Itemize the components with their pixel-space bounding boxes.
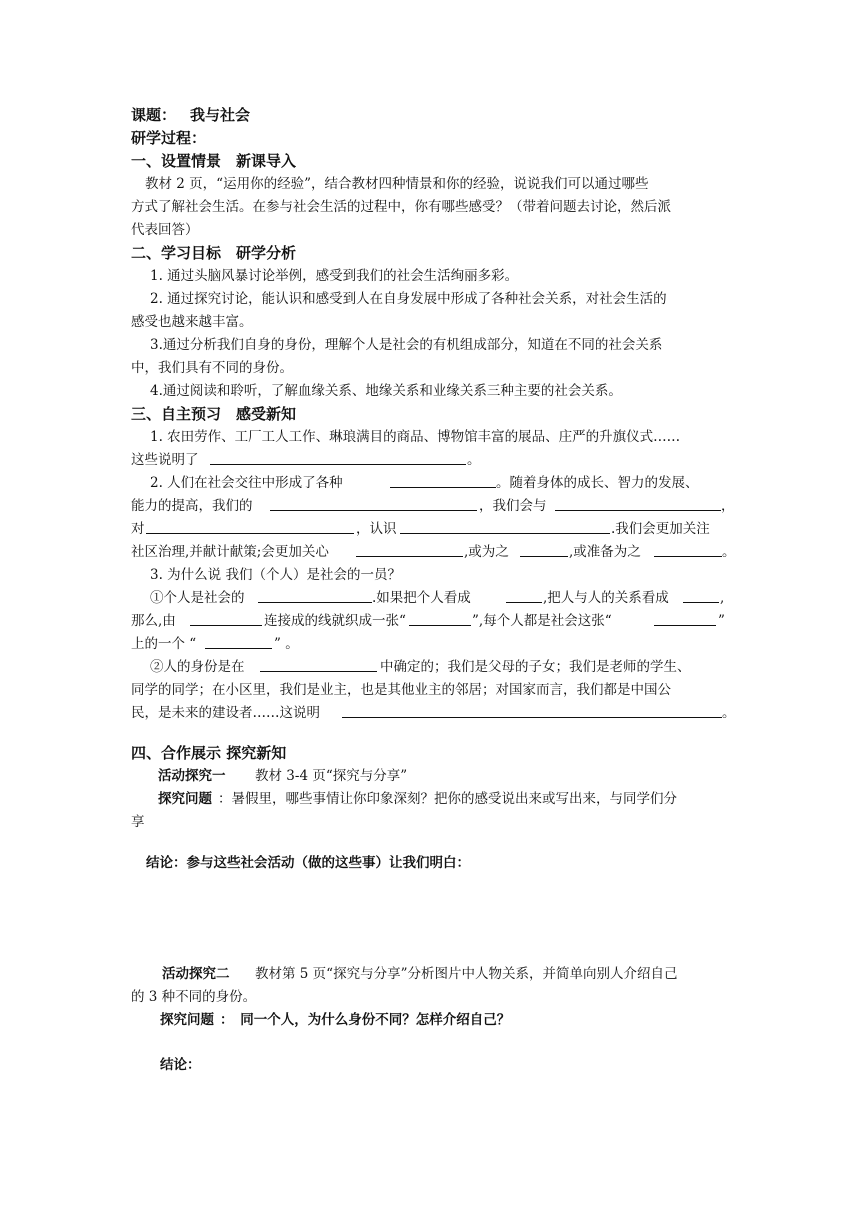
preview-q3ab: .如果把个人看成 [372,590,471,606]
preview-line-7 [0,564,860,586]
activity-1-question-label: 探究问题 [158,791,212,807]
section-1-line [0,150,860,172]
answer-blank[interactable] [390,487,496,488]
answer-blank[interactable] [258,602,372,603]
activity-1-text: 教材 3-4 页“探究与分享” [255,768,408,784]
preview-q2b2: ，我们会与 [479,498,547,514]
period-mark: 。 [467,452,481,468]
preview-q2d3: ,或准备为之 [569,544,641,560]
preview-q2c3: .我们会更加关注 [611,521,710,537]
goal-3b: 中，我们具有不同的身份。 [131,360,293,376]
section-3-line [0,403,860,425]
activity-2-conclusion-line [0,1054,860,1076]
preview-q1a: 1. 农田劳作、工厂工人工作、琳琅满目的商品、博物馆丰富的展品、庄严的升旗仪式…… [150,429,681,445]
preview-line-8 [0,587,860,609]
answer-blank[interactable] [409,625,471,626]
preview-line-12 [0,679,860,701]
topic-title: 我与社会 [190,106,251,124]
preview-line-10 [0,633,860,655]
answer-blank[interactable] [520,556,568,557]
answer-blank[interactable] [342,717,722,718]
goal-2b: 感受也越来越丰富。 [131,314,253,330]
topic-label: 课题： [131,106,177,124]
answer-blank[interactable] [555,510,721,511]
activity-1-question-b: 享 [131,814,145,830]
goal-line-1 [0,265,860,287]
activity-2-question-label: 探究问题 [160,1012,214,1028]
comma-mark: ， [721,498,735,514]
preview-line-13 [0,702,860,724]
section-3-heading: 三、自主预习 感受新知 [131,405,297,423]
preview-q3bb: 连接成的线就织成一张“ [264,613,406,629]
preview-line-2 [0,449,860,471]
answer-blank[interactable] [260,671,377,672]
answer-blank[interactable] [654,625,716,626]
goal-line-5 [0,357,860,379]
activity-2-text-b: 的 3 种不同的身份。 [131,989,257,1005]
preview-q3fb: 。 [722,705,736,721]
activity-2-line [0,963,860,985]
preview-q3ba: 那么,由 [131,613,176,629]
intro-text-2: 方式了解社会生活。在参与社会生活的过程中，你有哪些感受？（带着问题去讨论，然后派 [131,199,671,215]
answer-blank[interactable] [506,602,542,603]
preview-line-6 [0,541,860,563]
intro-line-1 [0,173,860,195]
intro-line-2 [0,196,860,218]
goal-line-2 [0,288,860,310]
activity-1-question-line [0,788,860,810]
answer-blank[interactable] [205,648,272,649]
intro-text-1: 教材 2 页，“运用你的经验”，结合教材四种情景和你的经验，说说我们可以通过哪些 [145,176,649,192]
preview-line-1 [0,426,860,448]
preview-q2d4: 。 [722,544,736,560]
preview-q3aa: ①个人是社会的 [150,590,245,606]
preview-q2d1: 社区治理,并献计献策;会更加关心 [131,544,329,560]
answer-blank[interactable] [400,533,610,534]
process-heading: 研学过程： [131,129,207,147]
preview-q2c1: 对 [131,521,145,537]
preview-q3fa: 民，是未来的建设者……这说明 [131,705,320,721]
preview-q3ca: 上的一个 “ [131,636,197,652]
preview-q3bc: ”,每个人都是社会这张“ [472,613,612,629]
answer-blank[interactable] [356,556,463,557]
answer-blank[interactable] [270,510,477,511]
goal-3a: 3.通过分析我们自身的身份，理解个人是社会的有机组成部分，知道在不同的社会关系 [150,337,663,353]
section-4-line [0,742,860,764]
goal-line-4 [0,334,860,356]
preview-line-5 [0,518,860,540]
intro-text-3: 代表回答） [131,222,199,238]
preview-q3: 3. 为什么说 我们（个人）是社会的一员？ [150,567,401,583]
activity-1-conclusion-line [0,852,860,874]
section-4-heading: 四、合作展示 探究新知 [131,744,287,762]
section-2-line [0,242,860,264]
goal-1: 1. 通过头脑风暴讨论举例，感受到我们的社会生活绚丽多彩。 [150,268,519,284]
activity-1-question-line-2 [0,811,860,833]
preview-line-3 [0,472,860,494]
preview-q2a1: 2. 人们在社会交往中形成了各种 [150,475,343,491]
activity-2-line-2 [0,986,860,1008]
topic-line [0,104,860,126]
answer-blank[interactable] [210,464,466,465]
preview-q3ad: , [720,590,725,606]
answer-blank[interactable] [683,602,719,603]
intro-line-3 [0,219,860,241]
answer-blank[interactable] [190,625,262,626]
goal-2a: 2. 通过探究讨论，能认识和感受到人在自身发展中形成了各种社会关系，对社会生活的 [150,291,667,307]
process-line [0,127,860,149]
preview-q3da: ②人的身份是在 [150,659,245,675]
preview-q3ac: ,把人与人的关系看成 [543,590,669,606]
answer-blank[interactable] [146,533,354,534]
preview-q2b1: 能力的提高，我们的 [131,498,253,514]
goal-line-3 [0,311,860,333]
preview-line-11 [0,656,860,678]
preview-q3bd: ” [718,613,725,629]
activity-1-line [0,765,860,787]
goal-4: 4.通过阅读和聆听，了解血缘关系、地缘关系和业缘关系三种主要的社会关系。 [150,383,622,399]
preview-line-9 [0,610,860,632]
activity-2-text-a: 教材第 5 页“探究与分享”分析图片中人物关系，并简单向别人介绍自己 [255,966,678,982]
goal-line-6 [0,380,860,402]
activity-1-title: 活动探究一 [158,768,226,784]
answer-blank[interactable] [654,556,722,557]
activity-1-conclusion: 结论：参与这些社会活动（做的这些事）让我们明白： [146,855,470,871]
section-2-heading: 二、学习目标 研学分析 [131,244,297,262]
activity-2-question-text: ： 同一个人，为什么身份不同？怎样介绍自己？ [220,1012,511,1028]
activity-2-question-line [0,1009,860,1031]
preview-line-4 [0,495,860,517]
activity-2-conclusion: 结论： [160,1057,201,1073]
preview-q2d2: ,或为之 [464,544,509,560]
preview-q2c2: ，认识 [356,521,397,537]
preview-q3e: 同学的同学；在小区里，我们是业主，也是其他业主的邻居；对国家而言，我们都是中国公 [131,682,671,698]
preview-q2a2: 。随着身体的成长、智力的发展、 [496,475,699,491]
activity-1-question-a: ：暑假里，哪些事情让你印象深刻？把你的感受说出来或写出来，与同学们分 [218,791,677,807]
activity-2-title: 活动探究二 [162,966,230,982]
section-1-heading: 一、设置情景 新课导入 [131,152,297,170]
preview-q3db: 中确定的；我们是父母的子女；我们是老师的学生、 [380,659,691,675]
preview-q1b: 这些说明了 [131,452,199,468]
preview-q3cb: ” 。 [274,636,299,652]
